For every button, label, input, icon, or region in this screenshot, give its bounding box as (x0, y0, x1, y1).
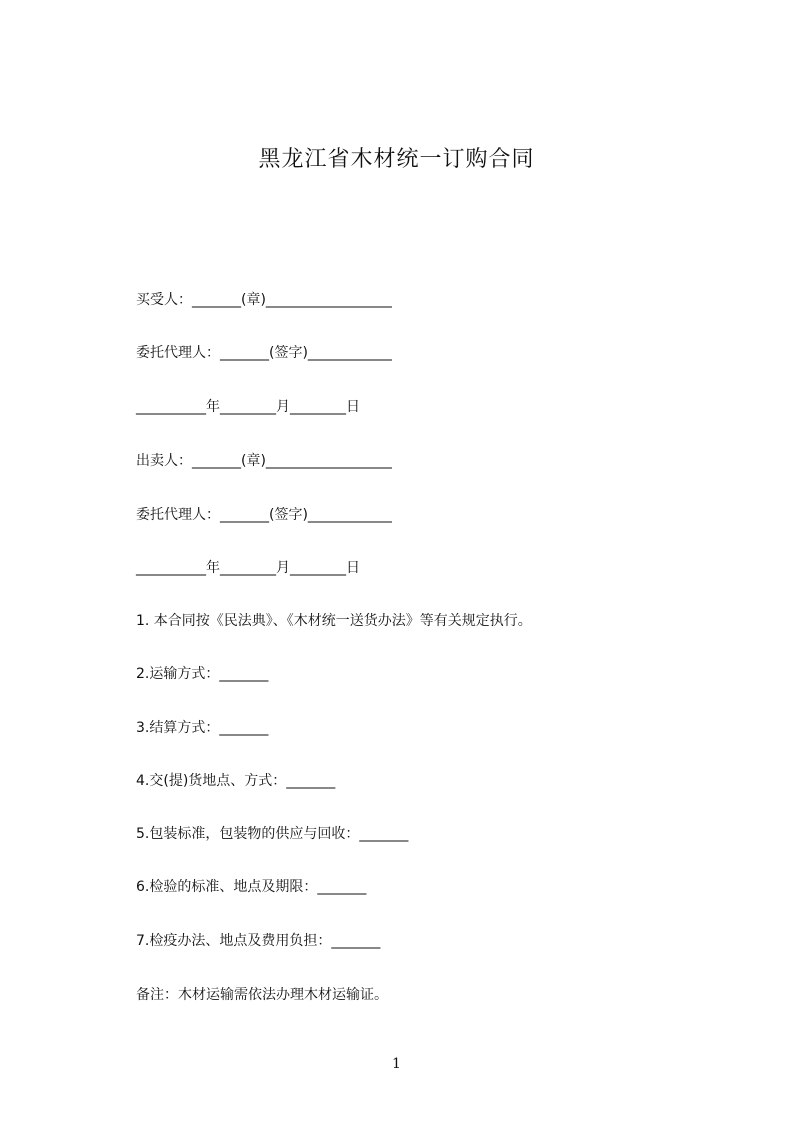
clause-5: 5.包装标准，包装物的供应与回收：_______ (136, 826, 409, 842)
document-title: 黑龙江省木材统一订购合同 (258, 147, 535, 172)
seller-agent-line: 委托代理人：_______(签字)____________ (136, 507, 392, 523)
seller-date-line: __________年________月________日 (136, 560, 360, 576)
buyer-date-line: __________年________月________日 (136, 399, 360, 415)
clause-2: 2.运输方式：_______ (136, 666, 269, 682)
buyer-line: 买受人：_______(章)__________________ (136, 292, 392, 308)
clause-6: 6.检验的标准、地点及期限：_______ (136, 879, 367, 895)
remark-line: 备注：木材运输需依法办理木材运输证。 (136, 987, 388, 1003)
page-number: 1 (392, 1056, 401, 1072)
buyer-agent-line: 委托代理人：_______(签字)____________ (136, 345, 392, 361)
clause-3: 3.结算方式：_______ (136, 720, 269, 736)
clause-4: 4.交(提)货地点、方式：_______ (136, 773, 336, 789)
clause-7: 7.检疫办法、地点及费用负担：_______ (136, 933, 381, 949)
seller-line: 出卖人：_______(章)__________________ (136, 453, 392, 469)
clause-1: 1. 本合同按《民法典》、《木材统一送货办法》等有关规定执行。 (136, 613, 532, 629)
